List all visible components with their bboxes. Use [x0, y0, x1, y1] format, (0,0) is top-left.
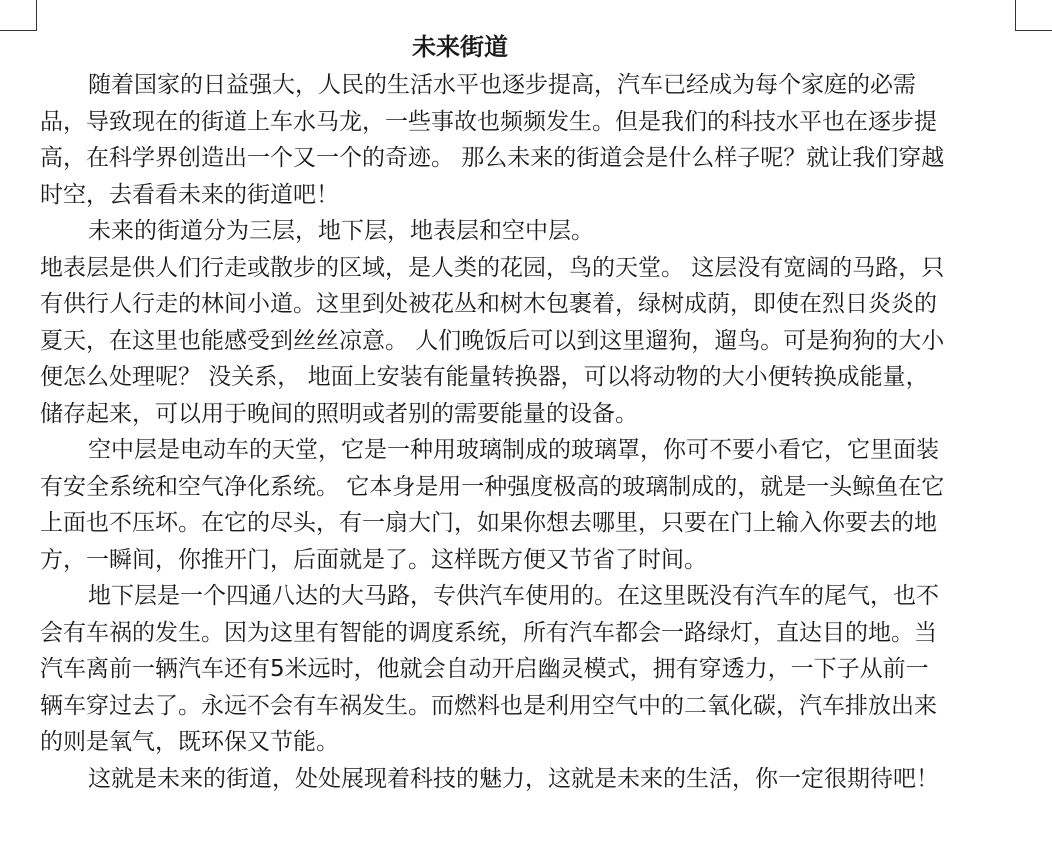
text-line: 地表层是供人们行走或散步的区域，是人类的花园，鸟的天堂。 这层没有宽阔的马路，只 — [40, 254, 945, 281]
text-line: 时空，去看看未来的街道吧！ — [40, 181, 339, 208]
text-line: 未来的街道分为三层，地下层，地表层和空中层。 — [88, 218, 594, 244]
text-line: 上面也不压坏。在它的尽头，有一扇大门，如果你想去哪里，只要在门上输入你要去的地 — [40, 510, 937, 536]
text-line: 随着国家的日益强大，人民的生活水平也逐步提高，汽车已经成为每个家庭的必需 — [88, 72, 916, 98]
text-line: 汽车离前一辆汽车还有5米远时，他就会自动开启幽灵模式，拥有穿透力，一下子从前一 — [40, 656, 929, 682]
text-line: 高，在科学界创造出一个又一个的奇迹。 那么未来的街道会是什么样子呢？就让我们穿越 — [40, 145, 945, 171]
text-line: 品，导致现在的街道上车水马龙，一些事故也频频发生。但是我们的科技水平也在逐步提 — [40, 108, 937, 135]
paragraph — [40, 67, 1015, 213]
paragraph — [40, 432, 1015, 578]
text-line: 便怎么处理呢？ 没关系， 地面上安装有能量转换器，可以将动物的大小便转换成能量， — [40, 364, 929, 390]
text-line: 的则是氧气，既环保又节能。 — [40, 729, 339, 755]
text-line: 地下层是一个四通八达的大马路，专供汽车使用的。在这里既没有汽车的尾气，也不 — [88, 583, 939, 609]
text-line: 储存起来，可以用于晚间的照明或者别的需要能量的设备。 — [40, 400, 638, 427]
text-line: 有安全系统和空气净化系统。 它本身是用一种强度极高的玻璃制成的，就是一头鲸鱼在它 — [40, 473, 945, 500]
crop-mark-top-left — [0, 0, 37, 31]
text-line: 空中层是电动车的天堂，它是一种用玻璃制成的玻璃罩，你可不要小看它，它里面装 — [88, 437, 939, 463]
paragraph — [40, 213, 1015, 250]
crop-mark-top-right — [1015, 0, 1052, 31]
text-line: 有供行人行走的林间小道。这里到处被花丛和树木包裹着，绿树成荫，即使在烈日炎炎的 — [40, 291, 937, 317]
text-line: 这就是未来的街道，处处展现着科技的魅力，这就是未来的生活，你一定很期待吧！ — [88, 765, 939, 792]
document-title: 未来街道 — [412, 33, 508, 61]
text-line: 辆车穿过去了。永远不会有车祸发生。而燃料也是利用空气中的二氧化碳，汽车排放出来 — [40, 692, 937, 719]
paragraph — [40, 578, 1015, 761]
text-line: 夏天，在这里也能感受到丝丝凉意。 人们晚饭后可以到这里遛狗，遛鸟。可是狗狗的大小 — [40, 327, 945, 354]
text-line: 会有车祸的发生。因为这里有智能的调度系统，所有汽车都会一路绿灯，直达目的地。当 — [40, 619, 937, 646]
document-body — [40, 67, 1015, 797]
paragraph — [40, 761, 1015, 798]
paragraph — [40, 250, 1015, 433]
text-line: 方，一瞬间，你推开门，后面就是了。这样既方便又节省了时间。 — [40, 546, 707, 573]
